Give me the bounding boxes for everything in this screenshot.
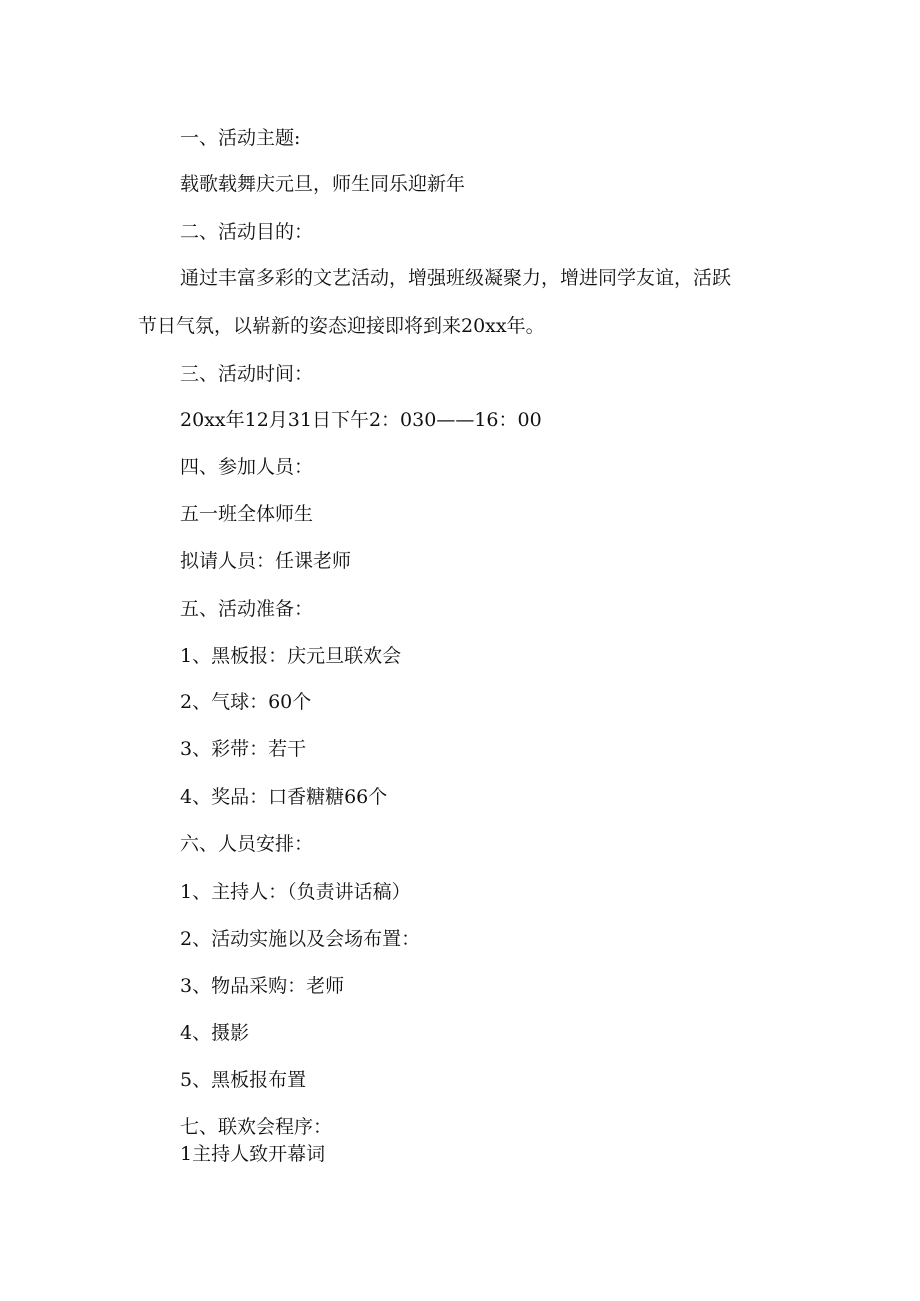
list-item-purchasing: 3、物品采购：老师: [180, 975, 345, 997]
section-heading-theme: 一、活动主题:: [180, 127, 301, 149]
paragraph-purpose-line-1: 通过丰富多彩的文艺活动，增强班级凝聚力，增进同学友谊，活跃: [180, 267, 732, 289]
list-item-prizes: 4、奖品：口香糖糖66个: [180, 786, 388, 808]
list-item-host: 1、主持人：（负责讲话稿）: [180, 881, 411, 903]
section-heading-program: 七、联欢会程序：: [180, 1116, 333, 1138]
paragraph-participants: 五一班全体师生: [180, 503, 314, 525]
list-item-ribbons: 3、彩带：若干: [180, 738, 307, 760]
list-item-blackboard: 1、黑板报：庆元旦联欢会: [180, 645, 402, 667]
paragraph-purpose-line-2: 节日气氛，以崭新的姿态迎接即将到来20xx年。: [138, 315, 545, 337]
paragraph-theme: 载歌载舞庆元旦，师生同乐迎新年: [180, 173, 466, 195]
section-heading-preparation: 五、活动准备：: [180, 598, 314, 620]
list-item-venue: 2、活动实施以及会场布置：: [180, 928, 421, 950]
section-heading-time: 三、活动时间：: [180, 363, 314, 385]
section-heading-purpose: 二、活动目的：: [180, 221, 314, 243]
list-item-opening-speech: 1主持人致开幕词: [180, 1143, 326, 1165]
paragraph-time: 20xx年12月31日下午2：030——16：00: [180, 409, 542, 431]
list-item-photography: 4、摄影: [180, 1022, 250, 1044]
list-item-blackboard-setup: 5、黑板报布置: [180, 1069, 307, 1091]
list-item-balloons: 2、气球：60个: [180, 691, 312, 713]
section-heading-participants: 四、参加人员：: [180, 456, 314, 478]
section-heading-staffing: 六、人员安排：: [180, 833, 314, 855]
paragraph-invitees: 拟请人员：任课老师: [180, 550, 352, 572]
